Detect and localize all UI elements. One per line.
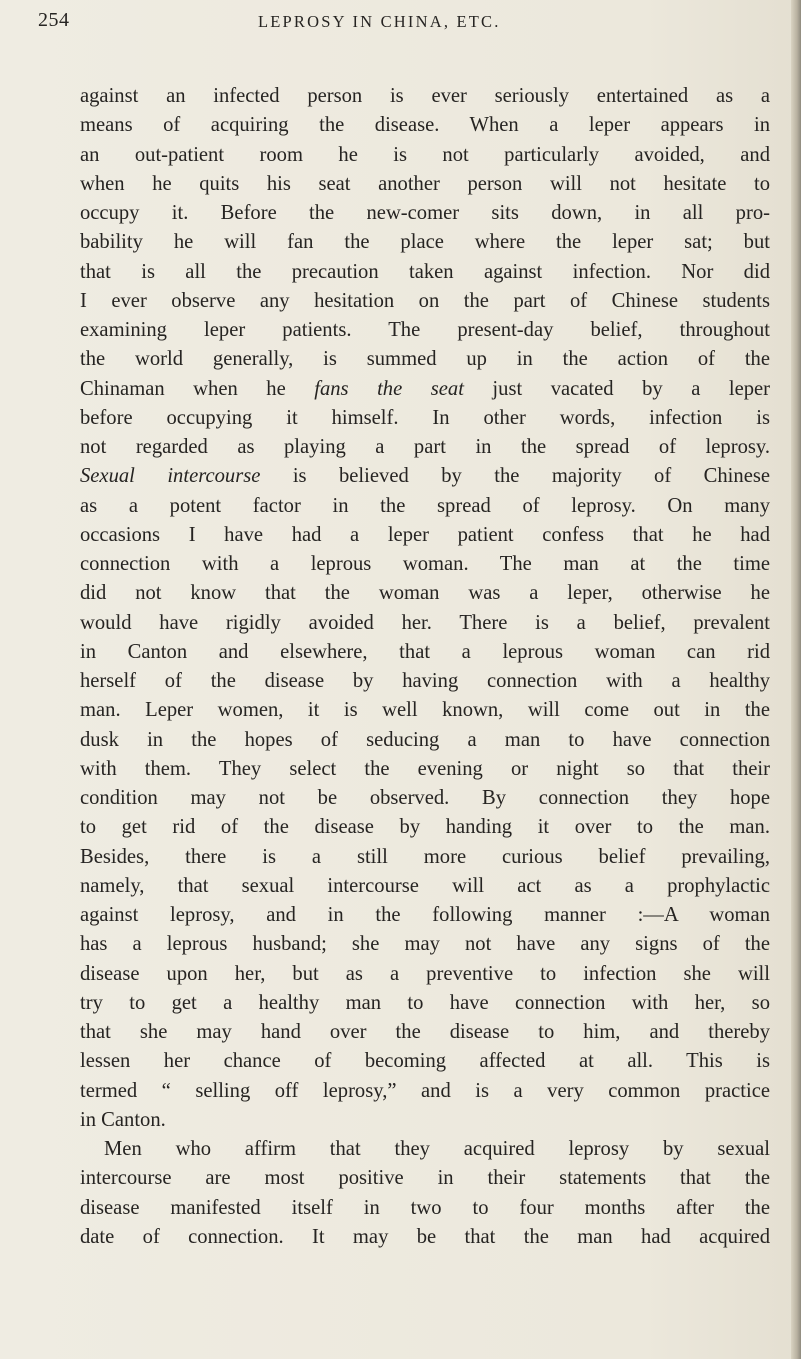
text-line: an out-patient room he is not particularly avoided, and [80,143,770,166]
text-line: occupy it. Before the new-comer sits down, in all pro- [80,202,770,224]
text-line: that is all the precaution taken against infection. Nor did [80,260,770,283]
text-line: before occupying it himself. In other words, infection is [80,406,770,429]
text-line: when he quits his seat another person will not hesitate to [80,172,770,195]
text-line: not regarded as playing a part in the spread of leprosy. [80,436,770,458]
text-segment: is believed by the majority of Chinese [260,465,770,488]
text-line: namely, that sexual intercourse will act as a prophylactic [80,874,770,897]
page-edge [791,0,801,1359]
text-line: lessen her chance of becoming affected at all. This is [80,1050,770,1073]
text-line: in Canton. [80,1108,166,1131]
text-line: against leprosy, and in the following manner :—A woman [80,904,770,926]
text-line: disease manifested itself in two to four months after the [80,1196,770,1219]
text-segment: just vacated by a leper [463,377,770,400]
text-line: man. Leper women, it is well known, will come out in the [80,699,770,722]
text-line: date of connection. It may be that the man had acquired [80,1225,770,1248]
text-line: termed “ selling off leprosy,” and is a very common practice [80,1079,770,1102]
text-line: the world generally, is summed up in the action of the [80,348,770,371]
italic-phrase: fans the seat [314,377,464,400]
text-line: that she may hand over the disease to him, and thereby [80,1021,770,1043]
text-line: in Canton and elsewhere, that a leprous woman can rid [80,640,770,663]
text-line [80,462,770,491]
text-line: try to get a healthy man to have connection with her, so [80,991,770,1014]
text-line: examining leper patients. The present-day belief, throughout [80,319,770,341]
text-line: occasions I have had a leper patient confess that he had [80,523,770,546]
text-segment: Chinaman when he [80,377,315,400]
text-line [80,375,770,404]
italic-phrase: Sexual intercourse [80,465,261,488]
text-line: Besides, there is a still more curious belief prevailing, [80,845,770,868]
body-text [80,82,770,1252]
text-line: intercourse are most positive in their statements that the [80,1167,770,1190]
page-number: 254 [38,9,70,31]
text-line: would have rigidly avoided her. There is a belief, prevalent [80,611,770,634]
text-line: with them. They select the evening or night so that their [80,757,770,780]
text-line: against an infected person is ever seriously entertained as a [80,85,770,107]
text-line: bability he will fan the place where the leper sat; but [80,231,770,254]
text-line: as a potent factor in the spread of leprosy. On many [80,494,770,517]
text-line: disease upon her, but as a preventive to infection she will [80,962,770,985]
text-line: to get rid of the disease by handing it over to the man. [80,816,770,839]
text-line: condition may not be observed. By connection they hope [80,787,770,809]
text-line: means of acquiring the disease. When a leper appears in [80,114,770,137]
text-line: connection with a leprous woman. The man at the time [80,553,770,575]
page-header [0,0,801,40]
text-line: has a leprous husband; she may not have any signs of the [80,933,770,956]
running-head: LEPROSY IN CHINA, ETC. [258,12,501,31]
text-line: Men who affirm that they acquired leprosy by sexual [104,1138,770,1160]
text-line: I ever observe any hesitation on the part of Chinese students [80,289,770,312]
text-line: did not know that the woman was a leper, otherwise he [80,582,770,605]
text-line: herself of the disease by having connection with a healthy [80,670,770,692]
text-line: dusk in the hopes of seducing a man to have connection [80,728,770,751]
